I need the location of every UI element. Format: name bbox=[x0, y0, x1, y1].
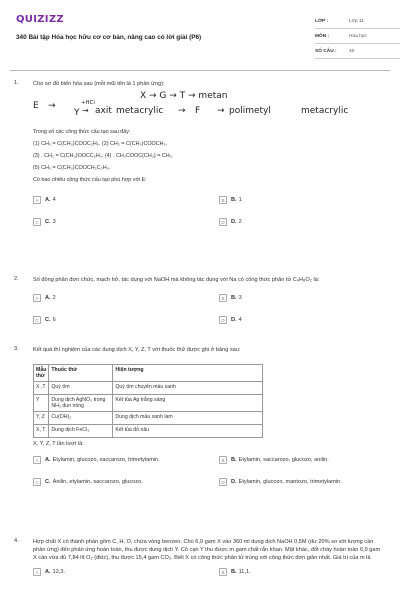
option-b[interactable] bbox=[219, 568, 251, 576]
option-letter-box: D bbox=[219, 218, 227, 226]
option-label: B. bbox=[231, 569, 237, 575]
option-letter-box: B bbox=[219, 196, 227, 204]
option-text: 3 bbox=[238, 295, 242, 301]
answer-options bbox=[33, 218, 381, 234]
formula-intro: Trong số các công thức cấu tạo sau đây: bbox=[33, 129, 131, 135]
option-text: 2 bbox=[238, 219, 242, 225]
option-label: D. bbox=[231, 317, 237, 323]
option-label: A. bbox=[45, 295, 51, 301]
option-label: B. bbox=[231, 295, 237, 301]
table-header: Hiện tượng bbox=[113, 365, 263, 382]
option-letter-box: A bbox=[33, 456, 41, 464]
table-header: Mẫu thử bbox=[34, 365, 49, 382]
worksheet-title: 340 Bài tập Hóa học hữu cơ cơ bản, nâng cao có lời giải (P6) bbox=[16, 34, 202, 41]
question-text: Cho sơ đồ biến hóa sau (mỗi mũi tên là 1 phản ứng): bbox=[33, 81, 165, 87]
option-a[interactable] bbox=[33, 294, 56, 302]
arrow-icon: → bbox=[217, 106, 225, 116]
worksheet-header bbox=[12, 10, 388, 70]
formula-line: (3) . CH₂ = C(CH₃)OOCC₂H₅. (4) . CH₃COOC(CH₃) = CH₂. bbox=[33, 153, 174, 159]
option-a[interactable] bbox=[33, 456, 160, 464]
option-c[interactable] bbox=[33, 316, 56, 324]
answer-options bbox=[33, 316, 381, 332]
meta-label: LỚP : bbox=[315, 18, 329, 24]
option-text: Etylamin, saccarozo, glucozo, anilin. bbox=[238, 457, 329, 463]
option-a[interactable] bbox=[33, 568, 65, 576]
option-d[interactable] bbox=[219, 316, 242, 324]
arrow-icon: → bbox=[48, 101, 56, 111]
worksheet-meta bbox=[315, 14, 400, 59]
option-label: D. bbox=[231, 479, 237, 485]
answer-options bbox=[33, 568, 381, 584]
answer-options bbox=[33, 294, 381, 310]
question-number: 2. bbox=[14, 276, 19, 282]
option-label: C. bbox=[45, 317, 51, 323]
option-letter-box: D bbox=[219, 478, 227, 486]
meta-value: Lớp 11 bbox=[349, 18, 364, 24]
scheme-y: Y bbox=[74, 108, 80, 118]
table-header-row bbox=[34, 365, 263, 382]
option-letter-box: C bbox=[33, 478, 41, 486]
question-text: Hợp chất X có thành phần gồm C, H, O, chứa vòng benzen. Cho 6,9 gam X vào 360 ml dung dịch NaOH 0,5M (dư 20% so với lượng cần phản ứng) đến phản ứng hoàn toàn, thu được dung dịch Y. Cô cạn Y thu được m gam chất rắn khan. Mặt khác, đốt cháy hoàn toàn 6,9 gam X cần vừa đủ 7,84 lít O₂ (đktc), thu được 15,4 gam CO₂. Biết X có công thức phân tử trùng với công thức đơn giản nhất. Giá trị của m là bbox=[33, 539, 381, 561]
option-text: 6 bbox=[52, 317, 56, 323]
question-body bbox=[33, 346, 381, 494]
question-number: 3. bbox=[14, 346, 19, 352]
option-b[interactable] bbox=[219, 456, 329, 464]
option-text: Anilin, etylamin, saccarozo, glucozo. bbox=[52, 479, 143, 485]
option-letter-box: C bbox=[33, 218, 41, 226]
arrow-icon: → bbox=[178, 106, 186, 116]
option-label: B. bbox=[231, 457, 237, 463]
option-text: Etylamin, glucozo, saccarozo, trimetylamin. bbox=[52, 457, 160, 463]
scheme-metacrylic-2: metacrylic bbox=[301, 106, 349, 116]
meta-row-class bbox=[315, 14, 400, 29]
meta-value: Hóa học bbox=[349, 33, 367, 39]
table-cell: Y, Z bbox=[34, 412, 49, 425]
table-cell: Dung dịch AgNO₃ trong NH₃ đun nóng bbox=[49, 395, 113, 412]
option-letter-box: B bbox=[219, 294, 227, 302]
header-divider bbox=[10, 70, 390, 71]
option-text: 4 bbox=[238, 317, 242, 323]
question-number: 4. bbox=[14, 538, 19, 544]
formula-line: (1) CH₂ = C(CH₃)COOC₂H₅. (2) CH₂ = C(CH₃)COOCH₃. bbox=[33, 141, 168, 147]
scheme-polimetyl: polimetyl bbox=[229, 106, 271, 116]
option-c[interactable] bbox=[33, 478, 143, 486]
answer-options bbox=[33, 456, 381, 472]
formula-line: (5) CH₂ = C(CH₃)COOCH₂C₂H₅. bbox=[33, 165, 111, 171]
table-cell: X ,T bbox=[34, 382, 49, 395]
option-letter-box: A bbox=[33, 568, 41, 576]
scheme-e: E bbox=[33, 101, 39, 111]
table-cell: Kết tủa đỏ nâu bbox=[113, 425, 263, 438]
option-text: 11,1. bbox=[238, 569, 251, 575]
option-c[interactable] bbox=[33, 218, 56, 226]
table-cell: Y bbox=[34, 395, 49, 412]
scheme-reagent: +HCl bbox=[81, 100, 95, 106]
meta-label: SỐ CÂU : bbox=[315, 48, 337, 54]
question-prompt: Có bao nhiêu công thức cấu tạo phù hợp với E: bbox=[33, 177, 147, 183]
quizizz-logo: QUIZIZZ bbox=[16, 14, 64, 25]
option-label: A. bbox=[45, 457, 51, 463]
option-label: C. bbox=[45, 219, 51, 225]
question-text: Số đồng phân đơn chức, mạch hở, tác dụng với NaOH mà không tác dụng với Na có công thức phân tử C₄H₈O₂ là: bbox=[33, 277, 320, 283]
scheme-axit: axit bbox=[95, 106, 112, 116]
option-text: Etylamin, glucozo, mantozo, trimetylamin. bbox=[238, 479, 342, 485]
option-label: D. bbox=[231, 219, 237, 225]
question-body bbox=[33, 80, 381, 234]
option-text: 12,3. bbox=[52, 569, 66, 575]
question-number: 1. bbox=[14, 80, 19, 86]
answer-options bbox=[33, 196, 381, 212]
answer-options bbox=[33, 478, 381, 494]
option-label: C. bbox=[45, 479, 51, 485]
table-cell: Dung dịch FeCl₃ bbox=[49, 425, 113, 438]
option-letter-box: B bbox=[219, 568, 227, 576]
option-label: A. bbox=[45, 569, 51, 575]
option-letter-box: A bbox=[33, 196, 41, 204]
question-body bbox=[33, 538, 381, 584]
option-d[interactable] bbox=[219, 478, 342, 486]
meta-value: 40 bbox=[349, 48, 355, 54]
option-letter-box: C bbox=[33, 316, 41, 324]
meta-label: MÔN : bbox=[315, 33, 330, 39]
option-letter-box: A bbox=[33, 294, 41, 302]
table-row bbox=[34, 425, 263, 438]
option-text: 4 bbox=[52, 197, 56, 203]
scheme-f: F bbox=[195, 106, 201, 116]
table-row bbox=[34, 412, 263, 425]
arrow-icon: → bbox=[82, 106, 89, 115]
option-b[interactable] bbox=[219, 196, 242, 204]
option-a[interactable] bbox=[33, 196, 56, 204]
question-text: Kết quả thí nghiệm của các dung dịch X, Y, Z, T với thuốc thử được ghi ở bảng sau: bbox=[33, 347, 241, 353]
results-table bbox=[33, 364, 263, 438]
option-letter-box: D bbox=[219, 316, 227, 324]
table-cell: Quỳ tím bbox=[49, 382, 113, 395]
table-row bbox=[34, 382, 263, 395]
option-text: 2 bbox=[52, 295, 56, 301]
option-b[interactable] bbox=[219, 294, 242, 302]
option-text: 3 bbox=[52, 219, 56, 225]
meta-row-subject bbox=[315, 29, 400, 44]
meta-row-count bbox=[315, 44, 400, 59]
question-prompt: X, Y, Z, T lần lượt là: bbox=[33, 441, 84, 447]
table-row bbox=[34, 395, 263, 412]
option-d[interactable] bbox=[219, 218, 242, 226]
option-text: 1 bbox=[238, 197, 242, 203]
table-cell: Dung dịch màu xanh lam bbox=[113, 412, 263, 425]
scheme-row-top: X → G → T → metan bbox=[140, 91, 228, 101]
table-cell: Quỳ tím chuyển màu xanh bbox=[113, 382, 263, 395]
option-letter-box: B bbox=[219, 456, 227, 464]
reaction-scheme bbox=[33, 88, 381, 124]
table-cell: X, T bbox=[34, 425, 49, 438]
option-label: A. bbox=[45, 197, 51, 203]
scheme-metacrylic: metacrylic bbox=[116, 106, 164, 116]
option-label: B. bbox=[231, 197, 237, 203]
question-body bbox=[33, 276, 381, 332]
table-header: Thuốc thử bbox=[49, 365, 113, 382]
table-cell: Cu(OH)₂ bbox=[49, 412, 113, 425]
table-cell: Kết tủa Ag trắng sáng bbox=[113, 395, 263, 412]
